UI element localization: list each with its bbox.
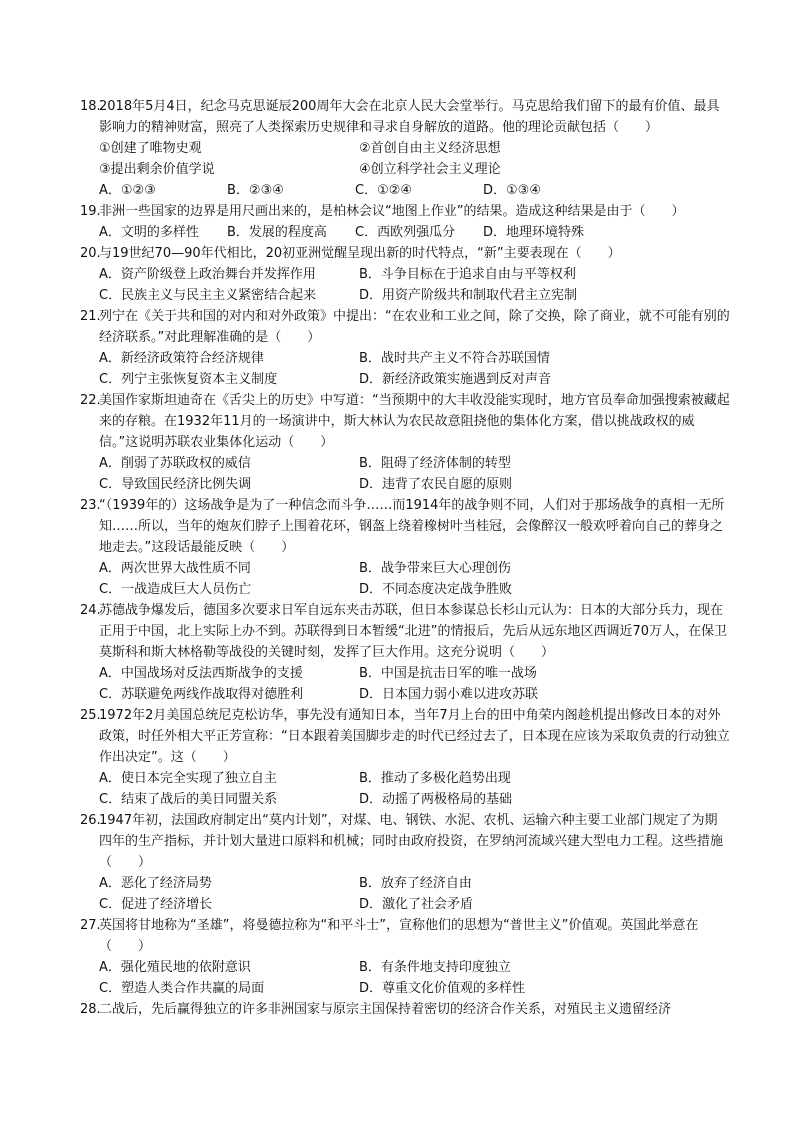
question-stem — [80, 243, 730, 264]
choice-b: B．发展的程度高 — [227, 225, 327, 240]
statement-4: ④创立科学社会主义理论 — [359, 162, 501, 177]
question-19 — [80, 201, 730, 243]
statement-grid — [80, 138, 730, 180]
question-27 — [80, 915, 730, 999]
question-text: 2018年5月4日，纪念马克思诞辰200周年大会在北京人民大会堂举行。马克思给我们留下的最有价值、最具影响力的精神财富，照亮了人类探索历史规律和寻求自身解放的道路。他的理论贡献包括（ ） — [99, 99, 720, 135]
choice-c: C．民族主义与民主主义紧密结合起来 — [99, 288, 317, 303]
question-26 — [80, 810, 730, 915]
choice-a: A．①②③ — [99, 183, 156, 198]
question-text: 苏德战争爆发后，德国多次要求日军自远东夹击苏联，但日本参谋总长杉山元认为：日本的大部分兵力，现在正用于中国，北上实际上办不到。苏联得到日本暂缓“北进”的情报后，先后从远东地区西调近70万人，在保卫莫斯科和斯大林格勒等战役的关键时刻，发挥了巨大作用。这充分说明（ ） — [99, 603, 728, 660]
choice-grid — [80, 957, 730, 999]
choice-grid — [80, 558, 730, 600]
choice-d: D．日本国力弱小难以进攻苏联 — [359, 687, 539, 702]
question-18 — [80, 96, 730, 201]
question-number: 24. — [80, 603, 101, 618]
question-number: 22. — [80, 393, 101, 408]
choice-grid — [80, 264, 730, 306]
question-stem — [80, 96, 730, 138]
choice-grid — [80, 663, 730, 705]
choice-a: A．资产阶级登上政治舞台并发挥作用 — [99, 267, 316, 282]
question-text: 1947年初，法国政府制定出“莫内计划”，对煤、电、钢铁、水泥、农机、运输六种主要工业部门规定了为期四年的生产指标，并计划大量进口原料和机械；同时由政府投资，在罗纳河流域兴建大型电力工程。这些措施（ ） — [99, 813, 724, 870]
question-text: “（1939年的）这场战争是为了一种信念而斗争……而1914年的战争则不同，人们对于那场战争的真相一无所知……所以，当年的炮灰们脖子上围着花环，钢盔上绕着橡树叶当桂冠，会像醉汉一般欢呼着向自己的葬身之地走去。”这段话最能反映（ ） — [99, 498, 725, 555]
choice-row — [80, 222, 730, 243]
question-text: 美国作家斯坦迪奇在《舌尖上的历史》中写道：“当预期中的大丰收没能实现时，地方官员奉命加强搜索被藏起来的存粮。在1932年11月的一场演讲中，斯大林认为农民故意阻挠他的集体化方案，借以挑战政权的威信。”这说明苏联农业集体化运动（ ） — [99, 393, 730, 450]
choice-d: D．激化了社会矛盾 — [359, 897, 474, 912]
choice-c: C．①②④ — [355, 183, 413, 198]
question-24 — [80, 600, 730, 705]
question-20 — [80, 243, 730, 306]
choice-c: C．西欧列强瓜分 — [355, 225, 456, 240]
choice-c: C．导致国民经济比例失调 — [99, 477, 252, 492]
question-stem — [80, 915, 730, 957]
choice-a: A．削弱了苏联政权的威信 — [99, 456, 251, 471]
choice-a: A．新经济政策符合经济规律 — [99, 351, 264, 366]
choice-a: A．恶化了经济局势 — [99, 876, 212, 891]
choice-b: B．有条件地支持印度独立 — [359, 960, 511, 975]
question-23 — [80, 495, 730, 600]
choice-d: D．地理环境特殊 — [483, 225, 585, 240]
question-number: 26. — [80, 813, 101, 828]
question-number: 27. — [80, 918, 101, 933]
choice-a: A．两次世界大战性质不同 — [99, 561, 251, 576]
choice-grid — [80, 453, 730, 495]
choice-b: B．中国是抗击日军的唯一战场 — [359, 666, 537, 681]
statement-3: ③提出剩余价值学说 — [99, 162, 215, 177]
statement-1: ①创建了唯物史观 — [99, 141, 202, 156]
choice-a: A．使日本完全实现了独立自主 — [99, 771, 277, 786]
question-number: 23. — [80, 498, 101, 513]
question-text: 与19世纪70—90年代相比，20初亚洲觉醒呈现出新的时代特点，“新”主要表现在（ ） — [99, 246, 621, 261]
question-stem — [80, 810, 730, 873]
choice-grid — [80, 348, 730, 390]
question-stem — [80, 705, 730, 768]
choice-b: B．斗争目标在于追求自由与平等权利 — [359, 267, 576, 282]
question-22 — [80, 390, 730, 495]
question-text: 英国将甘地称为“圣雄”，将曼德拉称为“和平斗士”，宣称他们的思想为“普世主义”价值观。英国此举意在（ ） — [99, 918, 699, 954]
question-number: 28. — [80, 1002, 101, 1017]
question-list — [80, 96, 730, 1020]
choice-c: C．一战造成巨大人员伤亡 — [99, 582, 252, 597]
question-stem — [80, 999, 730, 1020]
choice-d: D．动摇了两极格局的基础 — [359, 792, 513, 807]
choice-d: D．违背了农民自愿的原则 — [359, 477, 513, 492]
question-stem — [80, 390, 730, 453]
choice-row — [80, 180, 730, 201]
question-stem — [80, 600, 730, 663]
choice-c: C．塑造人类合作共赢的局面 — [99, 981, 265, 996]
choice-d: D．尊重文化价值观的多样性 — [359, 981, 526, 996]
question-stem — [80, 495, 730, 558]
question-28 — [80, 999, 730, 1020]
choice-a: A．中国战场对反法西斯战争的支援 — [99, 666, 303, 681]
choice-c: C．促进了经济增长 — [99, 897, 213, 912]
question-number: 21. — [80, 309, 101, 324]
choice-b: B．战争带来巨大心理创伤 — [359, 561, 511, 576]
question-number: 25. — [80, 708, 101, 723]
choice-a: A．强化殖民地的依附意识 — [99, 960, 251, 975]
question-number: 19. — [80, 204, 101, 219]
choice-b: B．推动了多极化趋势出现 — [359, 771, 511, 786]
choice-a: A．文明的多样性 — [99, 225, 199, 240]
choice-grid — [80, 768, 730, 810]
question-text: 非洲一些国家的边界是用尺画出来的，是柏林会议“地图上作业”的结果。造成这种结果是由于（ ） — [99, 204, 685, 219]
question-stem — [80, 201, 730, 222]
choice-b: B．战时共产主义不符合苏联国情 — [359, 351, 550, 366]
choice-d: D．用资产阶级共和制取代君主立宪制 — [359, 288, 578, 303]
choice-d: D．不同态度决定战争胜败 — [359, 582, 513, 597]
choice-b: B．②③④ — [227, 183, 284, 198]
choice-c: C．苏联避免两线作战取得对德胜利 — [99, 687, 304, 702]
choice-d: D．①③④ — [483, 183, 541, 198]
question-text: 二战后，先后赢得独立的许多非洲国家与原宗主国保持着密切的经济合作关系，对殖民主义遗留经济 — [99, 1002, 672, 1017]
question-25 — [80, 705, 730, 810]
statement-2: ②首创自由主义经济思想 — [359, 141, 501, 156]
choice-c: C．列宁主张恢复资本主义制度 — [99, 372, 278, 387]
question-number: 18. — [80, 99, 101, 114]
choice-b: B．放弃了经济自由 — [359, 876, 472, 891]
question-text: 列宁在《关于共和国的对内和对外政策》中提出：“在农业和工业之间，除了交换，除了商业，就不可能有别的经济联系。”对此理解准确的是（ ） — [99, 309, 730, 345]
choice-c: C．结束了战后的美日同盟关系 — [99, 792, 278, 807]
question-stem — [80, 306, 730, 348]
question-number: 20. — [80, 246, 101, 261]
choice-d: D．新经济政策实施遇到反对声音 — [359, 372, 552, 387]
question-21 — [80, 306, 730, 390]
choice-b: B．阻碍了经济体制的转型 — [359, 456, 511, 471]
choice-grid — [80, 873, 730, 915]
question-text: 1972年2月美国总统尼克松访华，事先没有通知日本，当年7月上台的田中角荣内阁趁机提出修改日本的对外政策，时任外相大平正芳宣称：“日本跟着美国脚步走的时代已经过去了，日本现在应该为采取负责的行动独立作出决定”。这（ ） — [99, 708, 730, 765]
